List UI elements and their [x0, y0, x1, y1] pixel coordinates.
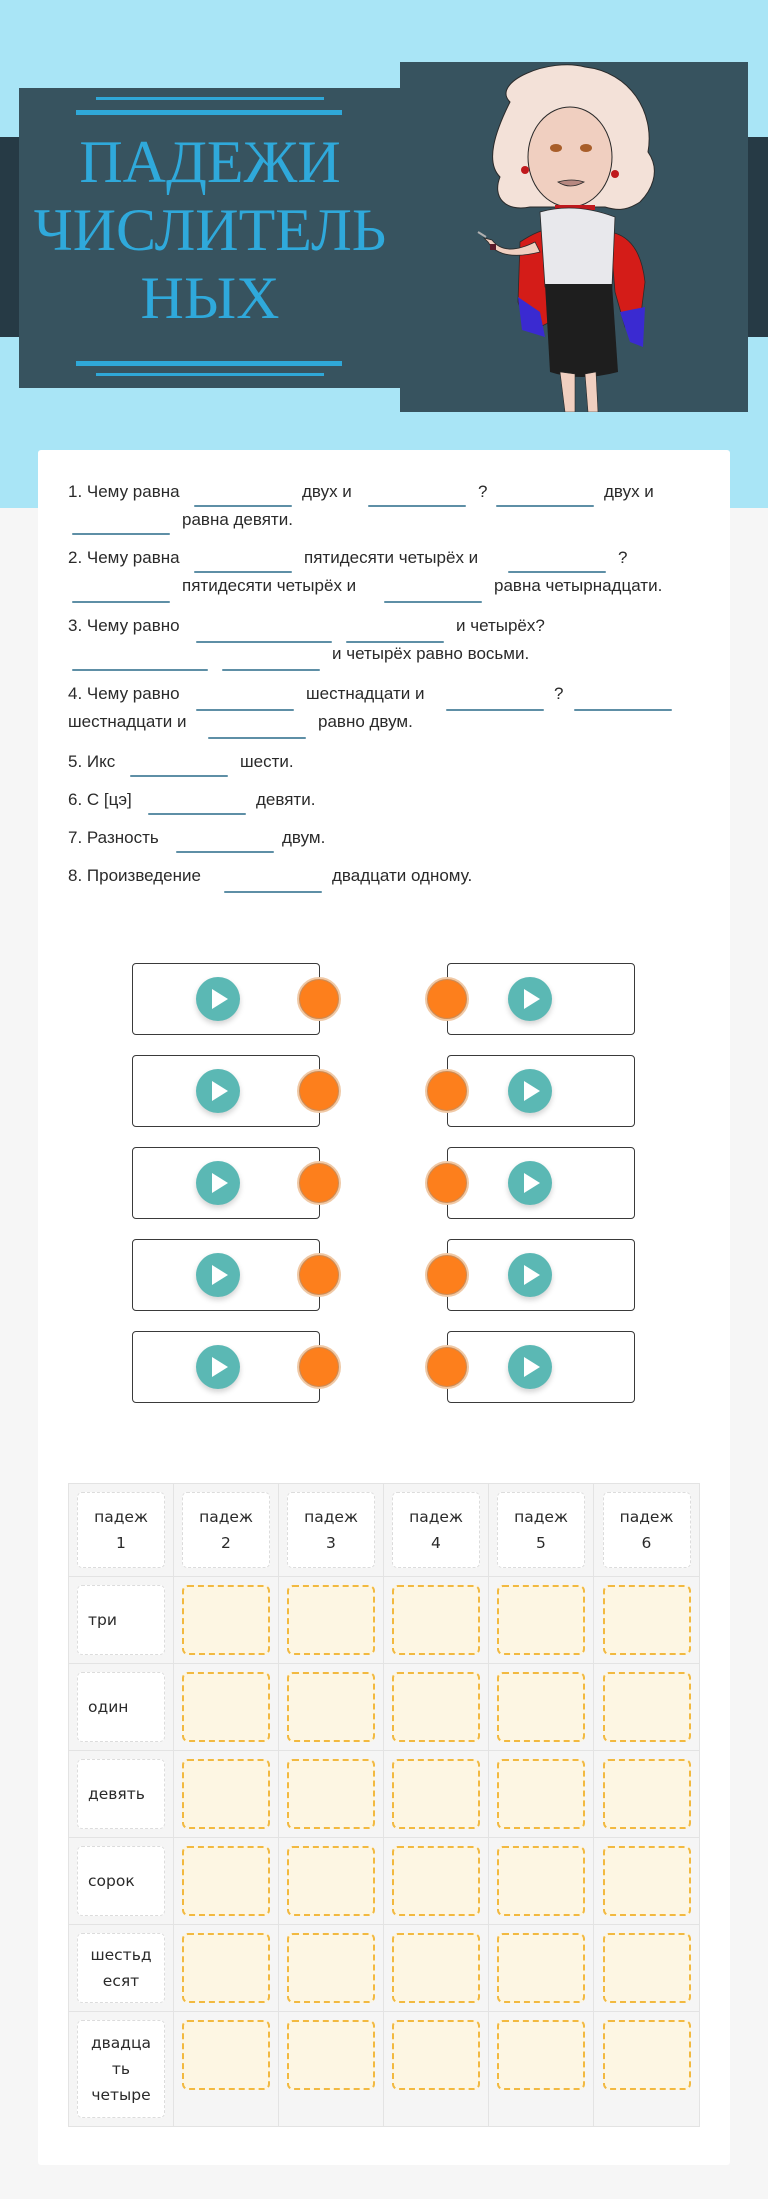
- drop-zone[interactable]: [392, 1933, 480, 2003]
- row-label-cell: [69, 1925, 174, 2011]
- play-audio-icon[interactable]: [508, 977, 552, 1021]
- row-label-card[interactable]: [77, 1933, 165, 2003]
- drop-zone[interactable]: [182, 2020, 270, 2090]
- question-text: 1. Чему равна: [68, 482, 180, 501]
- drop-cell: [384, 1838, 489, 1924]
- drop-cell: [174, 2012, 279, 2126]
- header-label: падеж: [514, 1508, 568, 1526]
- drop-zone[interactable]: [497, 1846, 585, 1916]
- row-label-card[interactable]: [77, 1672, 165, 1742]
- header-number: 6: [641, 1534, 652, 1552]
- row-label-cell: [69, 1664, 174, 1750]
- drop-cell: [489, 1577, 594, 1663]
- row-label: двадца: [90, 2034, 152, 2052]
- drop-cell: [174, 1751, 279, 1837]
- drop-zone[interactable]: [497, 2020, 585, 2090]
- drop-cell: [384, 1925, 489, 2011]
- drop-cell: [489, 1751, 594, 1837]
- drop-cell: [384, 1664, 489, 1750]
- header-number: 4: [431, 1534, 441, 1552]
- answer-blank[interactable]: [148, 813, 246, 815]
- header-number: 1: [116, 1534, 126, 1552]
- drop-zone[interactable]: [182, 1759, 270, 1829]
- row-label-card[interactable]: [77, 1759, 165, 1829]
- answer-blank[interactable]: [72, 669, 208, 671]
- drop-zone[interactable]: [392, 1585, 480, 1655]
- answer-blank[interactable]: [130, 775, 228, 777]
- drop-cell: [279, 2012, 384, 2126]
- question-text: ?: [618, 548, 628, 567]
- connector-dot[interactable]: [425, 1345, 469, 1389]
- drop-cell: [489, 1664, 594, 1750]
- row-label-cell: [69, 1577, 174, 1663]
- drop-zone[interactable]: [497, 1585, 585, 1655]
- question-text: и четырёх?: [456, 616, 545, 635]
- drop-zone[interactable]: [287, 2020, 375, 2090]
- connector-dot[interactable]: [297, 977, 341, 1021]
- header-card[interactable]: [77, 1492, 165, 1568]
- row-label-card[interactable]: [77, 1846, 165, 1916]
- play-audio-icon[interactable]: [508, 1253, 552, 1297]
- table-row: [69, 2012, 699, 2126]
- illustration-panel: [400, 62, 748, 412]
- drop-cell: [594, 1577, 699, 1663]
- connector-dot[interactable]: [297, 1161, 341, 1205]
- question-text: 7. Разность: [68, 828, 159, 847]
- row-label-card[interactable]: [77, 1585, 165, 1655]
- answer-blank[interactable]: [196, 641, 332, 643]
- case-table: [68, 1483, 700, 2127]
- header-number: 2: [221, 1534, 231, 1552]
- answer-blank[interactable]: [224, 891, 322, 893]
- header-card[interactable]: [497, 1492, 585, 1568]
- drop-zone[interactable]: [287, 1846, 375, 1916]
- play-audio-icon[interactable]: [196, 1161, 240, 1205]
- row-label: девять: [88, 1785, 145, 1803]
- question-text: 8. Произведение: [68, 866, 201, 885]
- header-card[interactable]: [287, 1492, 375, 1568]
- connector-dot[interactable]: [297, 1253, 341, 1297]
- connector-dot[interactable]: [425, 1253, 469, 1297]
- row-label: есят: [102, 1972, 140, 1990]
- question-text: и четырёх равно восьми.: [332, 644, 530, 663]
- play-audio-icon[interactable]: [196, 1069, 240, 1113]
- row-label-cell: [69, 1751, 174, 1837]
- drop-zone[interactable]: [603, 1933, 691, 2003]
- connector-dot[interactable]: [297, 1345, 341, 1389]
- drop-zone[interactable]: [182, 1672, 270, 1742]
- question-text: 2. Чему равна: [68, 548, 180, 567]
- play-audio-icon[interactable]: [196, 1345, 240, 1389]
- title-rule: [96, 97, 324, 100]
- question-text: шестнадцати и: [306, 684, 425, 703]
- question-text: пятидесяти четырёх и: [182, 576, 357, 595]
- drop-cell: [489, 2012, 594, 2126]
- question-text: девяти.: [256, 790, 316, 809]
- drop-cell: [594, 1925, 699, 2011]
- question-text: шестнадцати и: [68, 712, 187, 731]
- question-text: двадцати одному.: [332, 866, 473, 885]
- question-text: 3. Чему равно: [68, 616, 180, 635]
- table-row: [69, 1925, 699, 2012]
- play-audio-icon[interactable]: [196, 1253, 240, 1297]
- question-text: двух и: [302, 482, 352, 501]
- answer-blank[interactable]: [446, 709, 544, 711]
- row-label: шестьд: [90, 1946, 152, 1964]
- row-label: ть: [111, 2060, 131, 2078]
- answer-blank[interactable]: [196, 709, 294, 711]
- drop-zone[interactable]: [392, 2020, 480, 2090]
- drop-zone[interactable]: [287, 1585, 375, 1655]
- header-number: 5: [536, 1534, 546, 1552]
- question-text: ?: [554, 684, 564, 703]
- drop-zone[interactable]: [603, 1672, 691, 1742]
- answer-blank[interactable]: [222, 669, 320, 671]
- drop-zone[interactable]: [497, 1672, 585, 1742]
- header-label: падеж: [94, 1508, 148, 1526]
- header-card[interactable]: [603, 1492, 691, 1568]
- drop-cell: [489, 1838, 594, 1924]
- play-audio-icon[interactable]: [508, 1345, 552, 1389]
- row-label-cell: [69, 2012, 174, 2126]
- drop-cell: [384, 1577, 489, 1663]
- question-text: шести.: [240, 752, 294, 771]
- row-label: три: [88, 1611, 117, 1629]
- drop-zone[interactable]: [603, 2020, 691, 2090]
- connector-dot[interactable]: [425, 1069, 469, 1113]
- drop-zone[interactable]: [497, 1933, 585, 2003]
- play-audio-icon[interactable]: [196, 977, 240, 1021]
- header-number: 3: [326, 1534, 336, 1552]
- question-text: 5. Икс: [68, 752, 116, 771]
- drop-cell: [489, 1925, 594, 2011]
- header-label: падеж: [409, 1508, 463, 1526]
- page-title: [19, 128, 401, 332]
- question-text: 4. Чему равно: [68, 684, 180, 703]
- drop-zone[interactable]: [392, 1759, 480, 1829]
- drop-cell: [174, 1925, 279, 2011]
- drop-zone[interactable]: [182, 1933, 270, 2003]
- drop-cell: [384, 2012, 489, 2126]
- question-text: ?: [478, 482, 488, 501]
- drop-zone[interactable]: [182, 1585, 270, 1655]
- table-header-cell: [174, 1484, 279, 1576]
- answer-blank[interactable]: [496, 505, 594, 507]
- connector-dot[interactable]: [425, 977, 469, 1021]
- header-card[interactable]: [182, 1492, 270, 1568]
- drop-zone[interactable]: [603, 1846, 691, 1916]
- table-row: [69, 1577, 699, 1664]
- table-row: [69, 1664, 699, 1751]
- row-label-cell: [69, 1838, 174, 1924]
- header-card[interactable]: [392, 1492, 480, 1568]
- answer-blank[interactable]: [508, 571, 606, 573]
- drop-zone[interactable]: [392, 1672, 480, 1742]
- title-rule: [76, 361, 342, 366]
- question-text: равна девяти.: [182, 510, 293, 529]
- question-text: пятидесяти четырёх и: [304, 548, 479, 567]
- header-label: падеж: [619, 1508, 674, 1526]
- table-row: [69, 1838, 699, 1925]
- title-line: ПАДЕЖИ: [79, 129, 341, 195]
- table-row: [69, 1751, 699, 1838]
- drop-zone[interactable]: [182, 1846, 270, 1916]
- table-header-cell: [384, 1484, 489, 1576]
- drop-cell: [384, 1751, 489, 1837]
- teacher-illustration-icon: [400, 62, 748, 412]
- drop-cell: [594, 2012, 699, 2126]
- drop-cell: [594, 1751, 699, 1837]
- question-text: двум.: [282, 828, 326, 847]
- table-header-cell: [489, 1484, 594, 1576]
- answer-blank[interactable]: [194, 505, 292, 507]
- question-text: двух и: [604, 482, 654, 501]
- answer-blank[interactable]: [574, 709, 672, 711]
- question-text: равно двум.: [318, 712, 413, 731]
- answer-blank[interactable]: [176, 851, 274, 853]
- answer-blank[interactable]: [384, 601, 482, 603]
- drop-cell: [279, 1925, 384, 2011]
- answer-blank[interactable]: [72, 601, 170, 603]
- drop-cell: [594, 1664, 699, 1750]
- table-header-cell: [594, 1484, 699, 1576]
- drop-cell: [174, 1577, 279, 1663]
- answer-blank[interactable]: [208, 737, 306, 739]
- play-audio-icon[interactable]: [508, 1161, 552, 1205]
- table-header-cell: [279, 1484, 384, 1576]
- title-line: НЫХ: [140, 265, 280, 331]
- title-line: ЧИСЛИТЕЛЬ: [33, 197, 387, 263]
- drop-zone[interactable]: [497, 1759, 585, 1829]
- drop-cell: [594, 1838, 699, 1924]
- drop-cell: [174, 1838, 279, 1924]
- title-rule: [76, 110, 342, 115]
- drop-zone[interactable]: [603, 1585, 691, 1655]
- question-text: 6. С [цэ]: [68, 790, 132, 809]
- row-label: сорок: [88, 1872, 135, 1890]
- table-header-row: [69, 1484, 699, 1577]
- drop-zone[interactable]: [287, 1759, 375, 1829]
- connector-dot[interactable]: [425, 1161, 469, 1205]
- drop-cell: [279, 1751, 384, 1837]
- drop-cell: [279, 1838, 384, 1924]
- answer-blank[interactable]: [72, 533, 170, 535]
- drop-cell: [279, 1664, 384, 1750]
- answer-blank[interactable]: [346, 641, 444, 643]
- drop-zone[interactable]: [603, 1759, 691, 1829]
- connector-dot[interactable]: [297, 1069, 341, 1113]
- drop-zone[interactable]: [287, 1672, 375, 1742]
- answer-blank[interactable]: [194, 571, 292, 573]
- row-label-card[interactable]: [77, 2020, 165, 2118]
- drop-cell: [174, 1664, 279, 1750]
- drop-cell: [279, 1577, 384, 1663]
- header-label: падеж: [304, 1508, 358, 1526]
- row-label: один: [88, 1698, 129, 1716]
- play-audio-icon[interactable]: [508, 1069, 552, 1113]
- row-label: четыре: [91, 2086, 151, 2104]
- title-rule: [96, 373, 324, 376]
- header-label: падеж: [199, 1508, 253, 1526]
- drop-zone[interactable]: [392, 1846, 480, 1916]
- drop-zone[interactable]: [287, 1933, 375, 2003]
- answer-blank[interactable]: [368, 505, 466, 507]
- table-header-cell: [69, 1484, 174, 1576]
- question-text: равна четырнадцати.: [494, 576, 663, 595]
